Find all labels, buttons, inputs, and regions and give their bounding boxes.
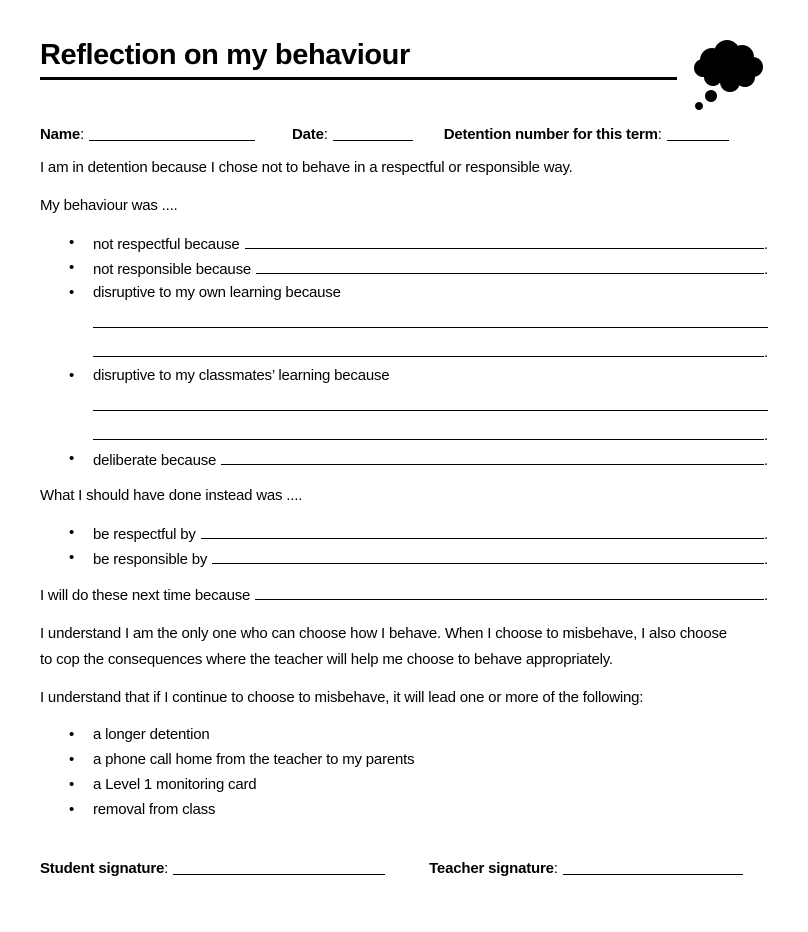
list-item — [67, 231, 768, 255]
blank-line — [93, 422, 764, 440]
blank-line — [93, 339, 764, 357]
blank-line — [256, 256, 764, 274]
bullet-label: • not responsible because — [93, 261, 252, 278]
next-time-line — [40, 582, 768, 609]
blank-line — [255, 582, 764, 600]
instead-bullet-list — [40, 521, 768, 570]
bullet-suffix: . — [764, 551, 768, 568]
list-item: • a longer detention — [67, 723, 768, 747]
list-item — [67, 546, 768, 570]
list-item: • a phone call home from the teacher to my parents — [67, 748, 768, 772]
blank-line — [93, 310, 768, 328]
teacher-signature-label: Teacher signature — [429, 860, 554, 877]
blank-line — [201, 521, 764, 539]
page-title: Reflection on my behaviour — [40, 38, 677, 80]
blank-line — [93, 393, 768, 411]
behaviour-bullet-list — [40, 231, 768, 471]
intro-paragraph: I am in detention because I chose not to behave in a respectful or responsible way. — [40, 159, 573, 176]
understanding-paragraph-1: I understand I am the only one who can choose how I behave. When I choose to misbehave, I also choose to cop the consequences where the teacher will help me choose to behave appropriately. — [40, 625, 727, 668]
bullet-label: • disruptive to my own learning because — [93, 284, 341, 301]
bullet-label: • deliberate because — [93, 452, 217, 469]
next-time-label: I will do these next time because — [40, 587, 251, 604]
meta-row — [40, 126, 768, 143]
colon: : — [164, 860, 169, 877]
colon: : — [553, 860, 558, 877]
list-item — [67, 281, 768, 363]
detention-number-field — [444, 126, 729, 143]
date-label: Date — [292, 126, 324, 143]
behaviour-heading: My behaviour was .... — [40, 197, 178, 214]
date-field — [292, 126, 413, 143]
instead-heading: What I should have done instead was .... — [40, 487, 303, 504]
bullet-suffix: . — [764, 261, 768, 278]
detention-number-label: Detention number for this term — [443, 126, 658, 143]
bullet-label: • be respectful by — [93, 526, 196, 543]
list-item: • a Level 1 monitoring card — [67, 773, 768, 797]
student-signature-field — [40, 860, 385, 877]
bullet-label: • not respectful because — [93, 236, 240, 253]
bullet-suffix: . — [764, 526, 768, 543]
list-item — [67, 256, 768, 280]
blank-line — [221, 447, 764, 465]
bullet-label: • be responsible by — [93, 551, 208, 568]
detention-blank-line — [667, 127, 729, 141]
teacher-signature-blank-line — [563, 861, 743, 875]
consequences-bullet-list — [40, 723, 768, 822]
list-item — [67, 447, 768, 471]
date-blank-line — [333, 127, 413, 141]
bullet-suffix: . — [764, 236, 768, 253]
list-item — [67, 364, 768, 446]
bullet-suffix: . — [764, 427, 768, 444]
teacher-signature-field — [429, 860, 743, 877]
bullet-suffix: . — [764, 344, 768, 361]
bullet-label: • disruptive to my classmates’ learning because — [93, 367, 390, 384]
blank-line — [245, 231, 765, 249]
blank-line — [212, 546, 764, 564]
thought-bubble-icon — [688, 38, 768, 113]
name-blank-line — [89, 127, 255, 141]
colon: : — [323, 126, 328, 143]
list-item — [67, 521, 768, 545]
signature-row — [40, 860, 768, 877]
understanding-paragraph-2: I understand that if I continue to choose to misbehave, it will lead one or more of the following: — [40, 689, 644, 706]
colon: : — [80, 126, 85, 143]
colon: : — [657, 126, 662, 143]
next-time-suffix: . — [764, 587, 768, 604]
student-signature-label: Student signature — [40, 860, 165, 877]
list-item: • removal from class — [67, 798, 768, 822]
name-label: Name — [40, 126, 81, 143]
name-field — [40, 126, 255, 143]
student-signature-blank-line — [173, 861, 385, 875]
bullet-suffix: . — [764, 452, 768, 469]
